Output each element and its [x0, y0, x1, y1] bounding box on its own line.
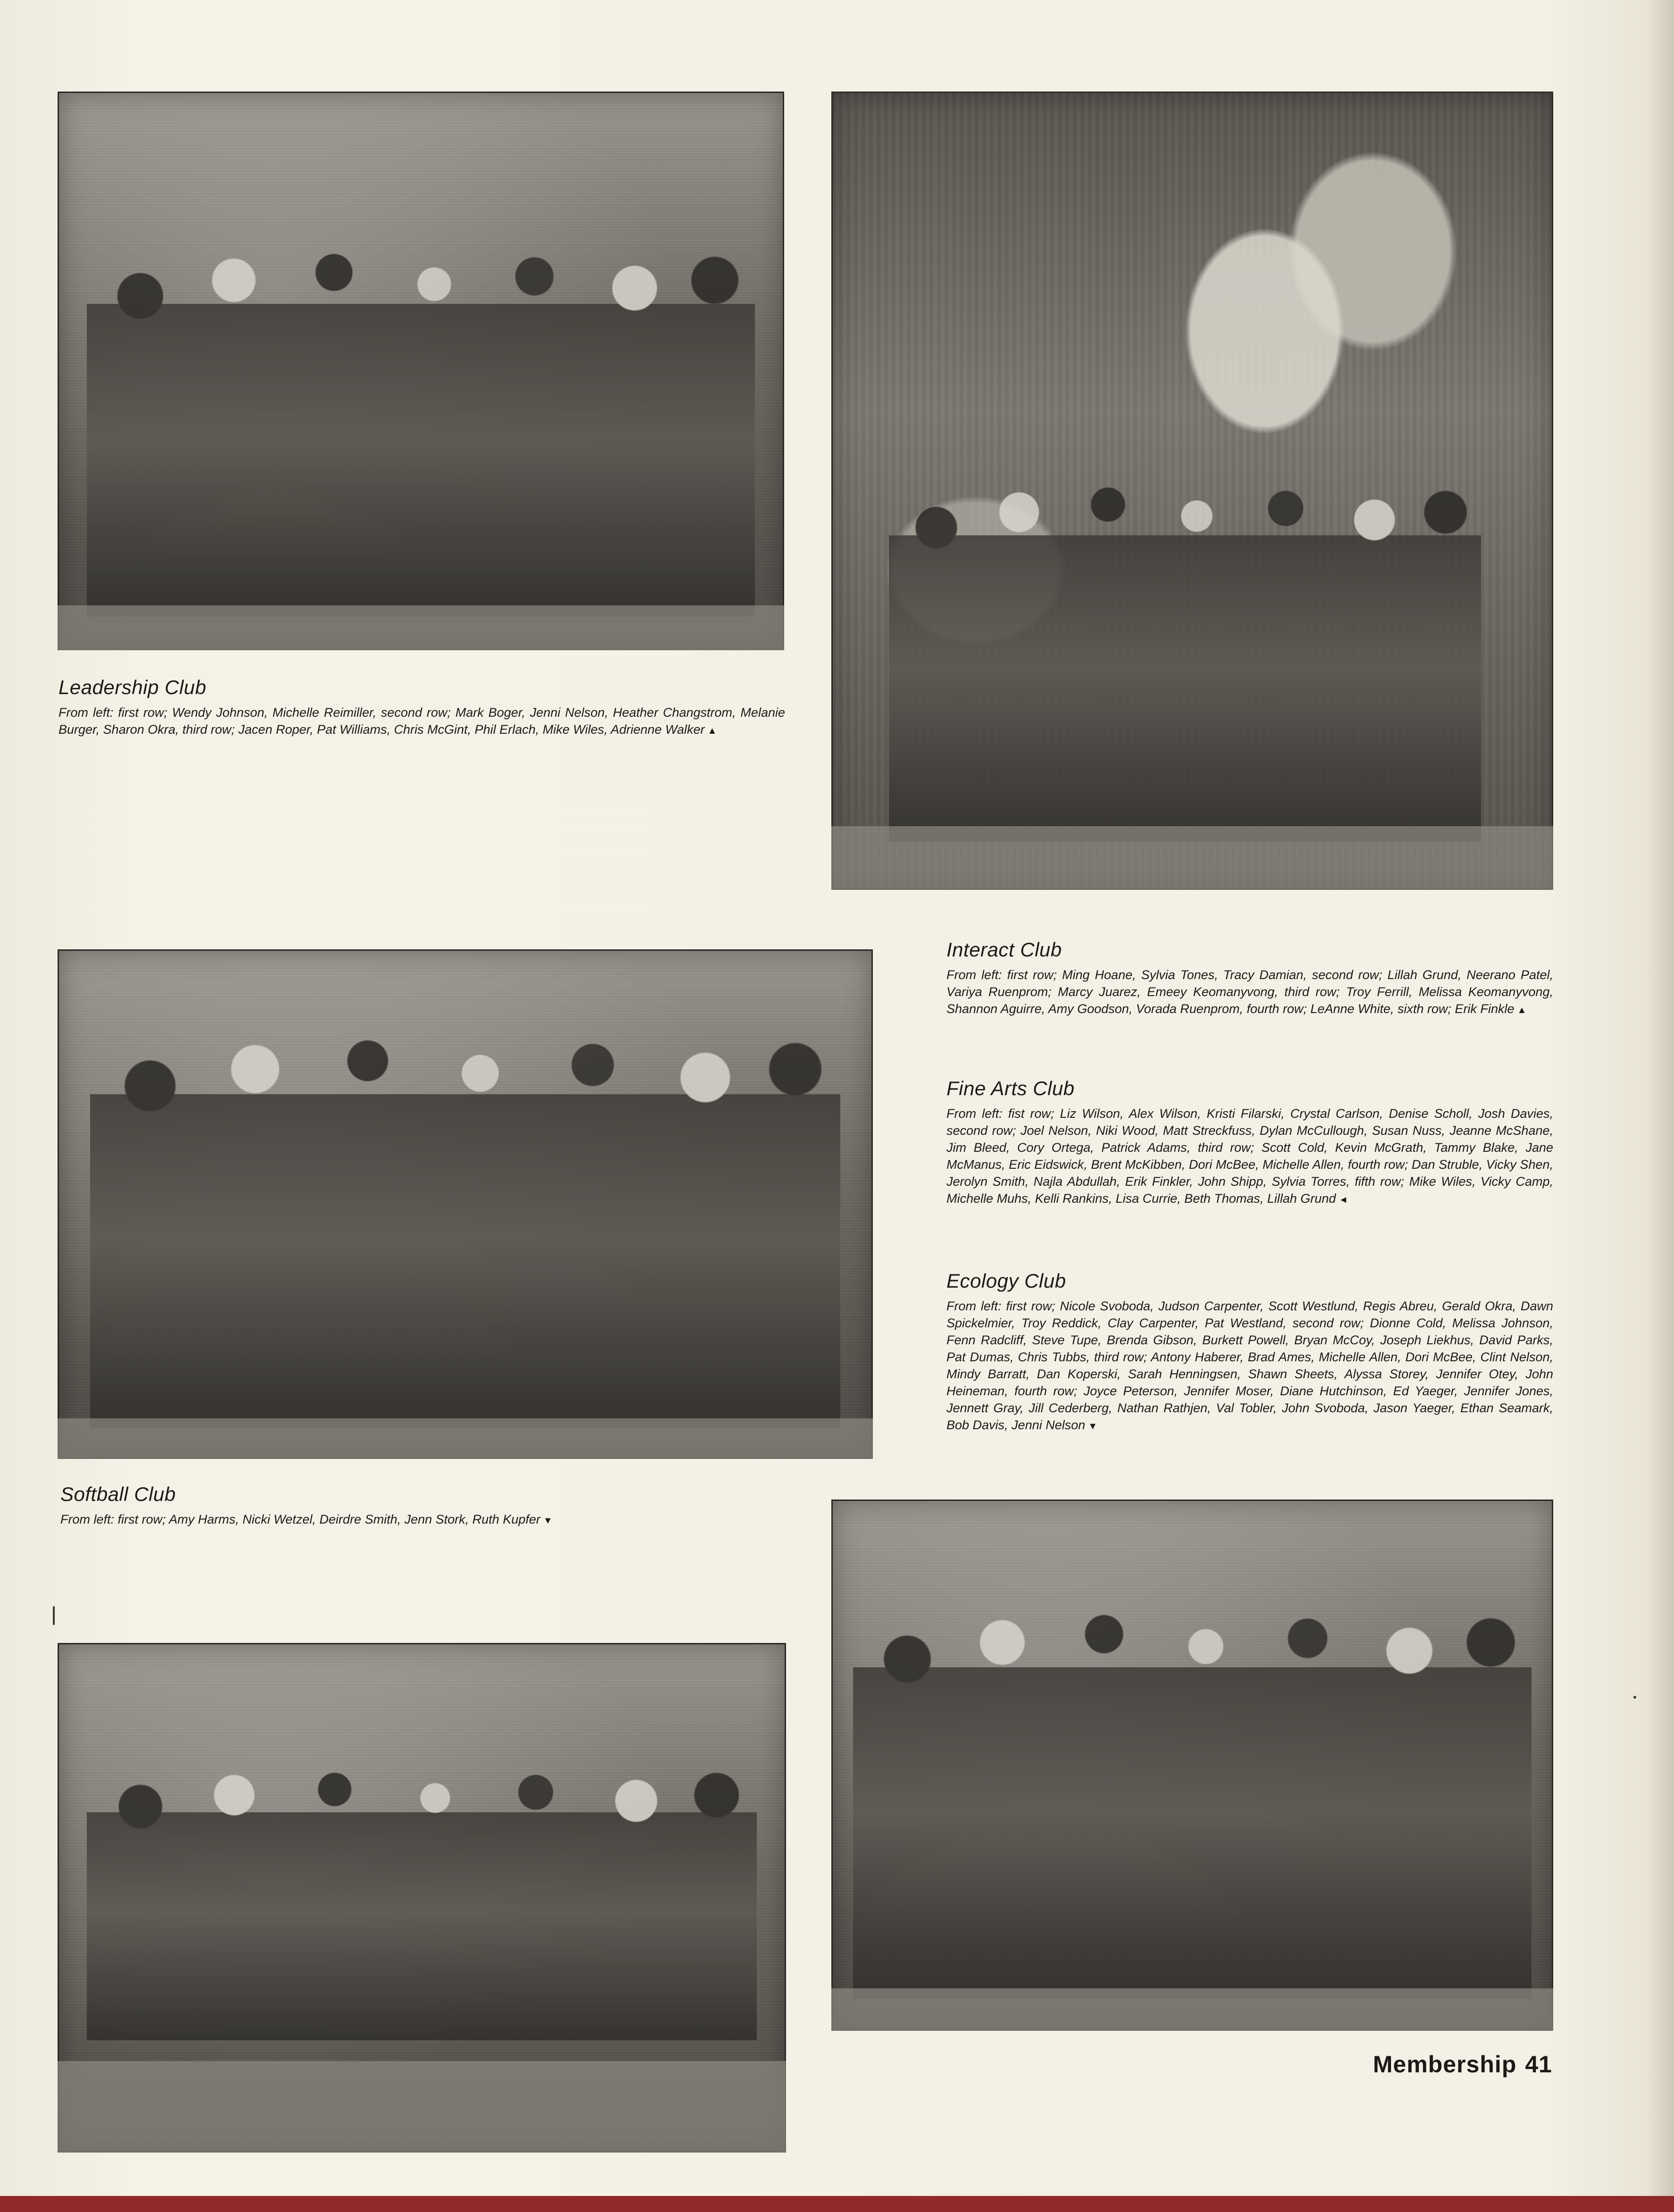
softball-club-caption	[60, 1483, 787, 1529]
caption-title: Interact Club	[946, 938, 1062, 961]
caption-title: Leadership Club	[59, 676, 207, 698]
caption-title: Fine Arts Club	[946, 1077, 1075, 1099]
ecology-club-caption	[946, 1269, 1553, 1435]
triangle-down-icon: ▼	[543, 1516, 553, 1526]
caption-body: From left: first row; Wendy Johnson, Michelle Reimiller, second row; Mark Boger, Jenni Nelson, Heather Changstrom, Melanie Burger, Sharon Okra, third row; Jacen Roper, Pat Williams, Chris McGint, Phil Erlach, Mike Wiles, Adrienne Walker ▲	[59, 705, 785, 737]
group-silhouettes	[87, 226, 755, 617]
group-silhouettes	[90, 1011, 840, 1429]
interact-club-photo	[831, 92, 1553, 890]
print-speck	[53, 1606, 55, 1625]
fine-arts-club-photo	[58, 949, 873, 1459]
section-name: Membership	[1373, 2051, 1517, 2078]
print-speck	[1633, 1696, 1636, 1699]
caption-body: From left: first row; Amy Harms, Nicki Wetzel, Deirdre Smith, Jenn Stork, Ruth Kupfer ▼	[60, 1512, 553, 1526]
triangle-up-icon: ▲	[707, 726, 717, 736]
page-edge-shadow	[1646, 0, 1674, 2212]
triangle-left-icon: ◄	[1339, 1195, 1348, 1205]
bottom-color-band	[0, 2196, 1674, 2212]
caption-body: From left: first row; Nicole Svoboda, Judson Carpenter, Scott Westlund, Regis Abreu, Gerald Okra, Dawn Spickelmier, Troy Reddick, Clay Carpenter, Pat Westland, second row; Dionne Cold, Melissa Johnson, Fenn Radcliff, Steve Tupe, Brenda Gibson, Burkett Powell, Bryan McCoy, Joseph Liekhus, David Parks, Pat Dumas, Chris Tubbs, third row; Antony Haberer, Brad Ames, Michelle Allen, Dori McBee, Clint Nelson, Mindy Barratt, Dan Koperski, Sarah Henningsen, Shawn Sheets, Alyssa Storey, Jennifer Otey, John Heineman, fourth row; Joyce Peterson, Jennifer Moser, Diane Hutchinson, Ed Yaeger, Jennifer Jones, Jennett Gray, Jill Cederberg, Nathan Rathjen, Val Tobler, John Svoboda, Jason Yaeger, Ethan Seamark, Bob Davis, Jenni Nelson ▼	[946, 1299, 1553, 1432]
group-silhouettes	[87, 1755, 757, 2041]
fine-arts-club-caption	[946, 1077, 1553, 1208]
leadership-club-photo	[58, 92, 784, 650]
caption-title: Ecology Club	[946, 1270, 1066, 1292]
caption-body: From left: first row; Ming Hoane, Sylvia Tones, Tracy Damian, second row; Lillah Grund, Neerano Patel, Variya Ruenprom; Marcy Juarez, Emeey Keomanyvong, third row; Troy Ferrill, Melissa Keomanyvong, Shannon Aguirre, Amy Goodson, Vorada Ruenprom, fourth row; LeAnne White, sixth row; Erik Finkle ▲	[946, 968, 1553, 1016]
interact-club-caption	[946, 938, 1553, 1019]
triangle-up-icon: ▲	[1517, 1005, 1527, 1015]
softball-club-photo	[831, 1500, 1553, 2031]
leadership-club-caption	[59, 676, 785, 739]
caption-body: From left: fist row; Liz Wilson, Alex Wilson, Kristi Filarski, Crystal Carlson, Denise Scholl, Josh Davies, second row; Joel Nelson, Niki Wood, Matt Streckfuss, Dylan McCullough, Susan Nuss, Jeanne McShane, Jim Bleed, Cory Ortega, Patrick Adams, third row; Scott Cold, Kevin McGrath, Tammy Blake, Jane McManus, Eric Eidswick, Brent McKibben, Dori McBee, Michelle Allen, fourth row; Dan Struble, Vicky Shen, Jerolyn Smith, Najla Abdullah, Erik Finkler, John Shipp, Sylvia Torres, fifth row; Mike Wiles, Vicky Camp, Michelle Muhs, Kelli Rankins, Lisa Currie, Beth Thomas, Lillah Grund ◄	[946, 1106, 1553, 1206]
page-number: 41	[1525, 2051, 1552, 2078]
caption-title: Softball Club	[60, 1483, 176, 1505]
ecology-club-photo	[58, 1643, 786, 2153]
group-silhouettes	[889, 459, 1481, 842]
triangle-down-icon: ▼	[1088, 1421, 1097, 1432]
page-folio	[1373, 2051, 1552, 2078]
group-silhouettes	[853, 1584, 1532, 1999]
